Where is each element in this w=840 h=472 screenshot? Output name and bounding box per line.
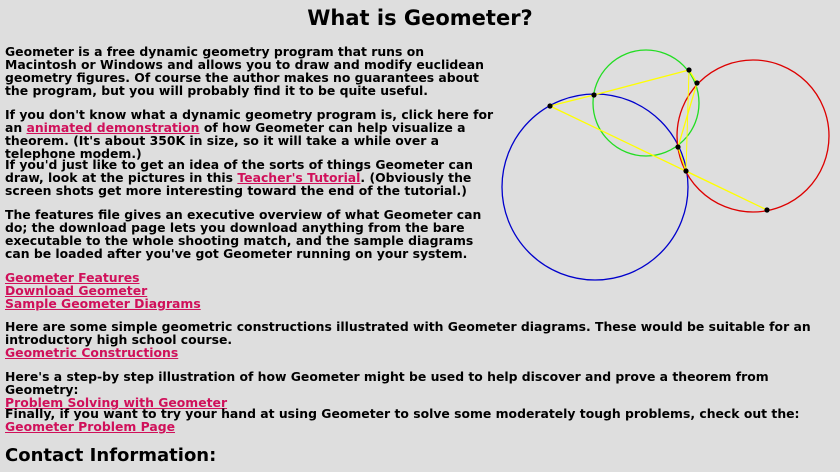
problem-solving-paragraph	[5, 370, 825, 409]
constructions-paragraph	[5, 320, 825, 359]
constructions-text: Here are some simple geometric constructions illustrated with Geometer diagrams. These would be suitable for an introductory high school course.	[5, 319, 811, 347]
sample-diagrams-link[interactable]: Sample Geometer Diagrams	[5, 296, 201, 311]
tutorial-text-after: . (Obviously the screen shots get more interesting toward the end of the tutorial.)	[5, 170, 472, 198]
point-g	[764, 207, 769, 212]
demo-text-before: If you don't know what a dynamic geometry program is, click here for an	[5, 107, 494, 135]
point-e	[675, 144, 680, 149]
demo-paragraph	[5, 108, 495, 160]
download-geometer-link[interactable]: Download Geometer	[5, 283, 148, 298]
point-c	[686, 67, 691, 72]
problem-page-link[interactable]: Geometer Problem Page	[5, 419, 175, 434]
tutorial-text-before: If you'd just like to get an idea of the sorts of things Geometer can draw, look at the pictures in this	[5, 157, 474, 185]
page-title: What is Geometer?	[307, 6, 533, 30]
problem-page-paragraph	[5, 407, 825, 433]
yellow-segments	[550, 70, 767, 210]
features-paragraph	[5, 208, 495, 260]
link-list	[5, 271, 495, 310]
intro-text: Geometer is a free dynamic geometry program that runs on Macintosh or Windows and allows you to draw and modify euclidean geometry figures. Of course the author makes no guarantees about the program, but you will probably find it to be quite useful.	[5, 44, 484, 98]
intro-paragraph	[5, 45, 495, 97]
geometer-features-link[interactable]: Geometer Features	[5, 270, 140, 285]
point-a	[547, 103, 552, 108]
features-text: The features file gives an executive overview of what Geometer can do; the download page lets you download anything from the bare executable to the whole shooting match, and the sample diagrams can be loaded after you've got Geometer running on your system.	[5, 207, 482, 261]
problem-solving-link[interactable]: Problem Solving with Geometer	[5, 395, 228, 410]
teachers-tutorial-link[interactable]: Teacher's Tutorial	[237, 170, 361, 185]
demo-text-after: of how Geometer can help visualize a theorem. (It's about 350K in size, so it will take a while over a telephone modem.)	[5, 120, 466, 161]
point-f	[683, 168, 688, 173]
contact-heading: Contact Information:	[5, 445, 217, 466]
tutorial-paragraph	[5, 158, 495, 197]
blue-circle	[502, 94, 688, 280]
problem-solving-text: Here's a step-by step illustration of how Geometer might be used to help discover and prove a theorem from Geometry:	[5, 369, 769, 397]
point-b	[591, 92, 596, 97]
animated-demo-link[interactable]: animated demonstration	[26, 120, 200, 135]
point-d	[694, 80, 699, 85]
problem-page-text: Finally, if you want to try your hand at using Geometer to solve some moderately tough problems, check out the:	[5, 406, 800, 421]
red-circle	[677, 60, 829, 212]
geometry-diagram	[495, 40, 840, 285]
green-circle	[593, 50, 699, 156]
geometric-constructions-link[interactable]: Geometric Constructions	[5, 345, 179, 360]
